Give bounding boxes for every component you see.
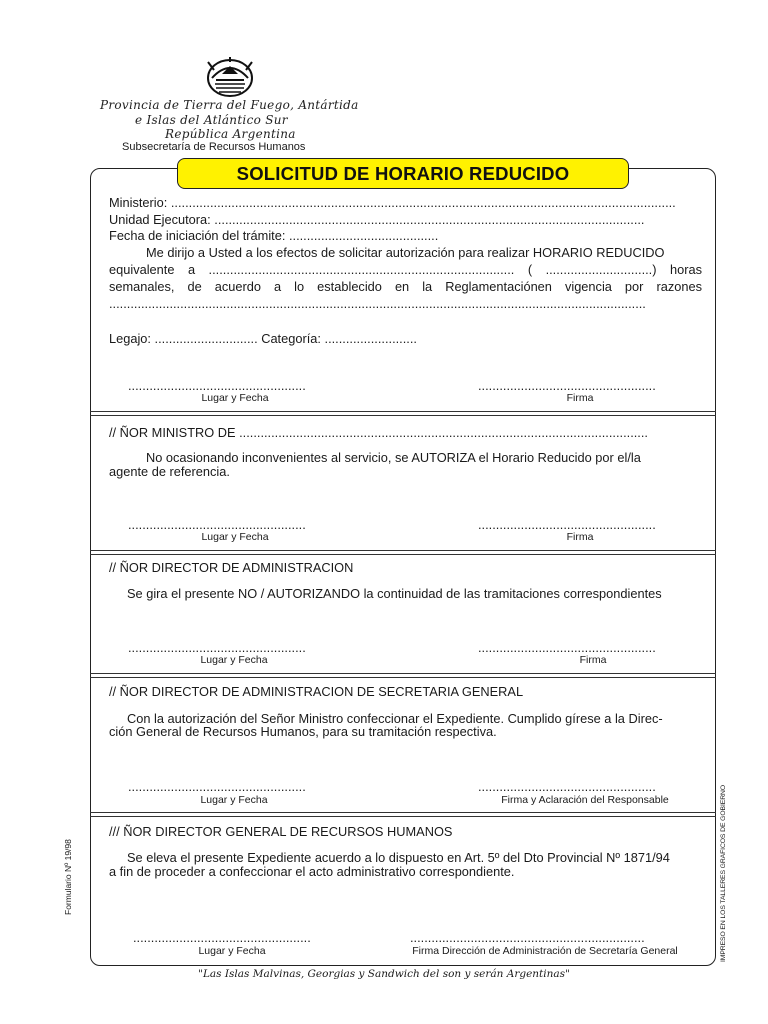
unidad-ejecutora-field[interactable]: Unidad Ejecutora: ......................................................................................................................... [109, 212, 645, 227]
title-banner [177, 158, 629, 189]
firma-label: Firma [566, 392, 594, 404]
section4-body-line2: ción General de Recursos Humanos, para su tramitación respectiva. [109, 724, 497, 739]
section4-heading: // ÑOR DIRECTOR DE ADMINISTRACION DE SECRETARIA GENERAL [109, 684, 524, 699]
section1-body-line1: Me dirijo a Usted a los efectos de solicitar autorización para realizar HORARIO REDUCIDO [146, 245, 665, 260]
firma-aclaracion-label: Firma y Aclaración del Responsable [501, 794, 669, 806]
lugar-fecha-line[interactable]: .................................................. [128, 517, 306, 532]
lugar-fecha-line[interactable]: .................................................. [128, 378, 306, 393]
firma-label: Firma [579, 654, 607, 666]
lugar-fecha-line[interactable]: .................................................. [128, 779, 306, 794]
section5-body-line1: Se eleva el presente Expediente acuerdo a lo dispuesto en Art. 5º del Dto Provincial Nº 1871/94 [127, 850, 670, 865]
fecha-inicio-field[interactable]: Fecha de iniciación del trámite: .......................................... [109, 228, 439, 243]
firma-line[interactable]: .................................................. [478, 378, 656, 393]
firma-aclaracion-line[interactable]: .................................................. [478, 779, 656, 794]
header-subsecretaria: Subsecretaría de Recursos Humanos [122, 141, 306, 153]
ministerio-field[interactable]: Ministerio: .............................................................................................................................................. [109, 195, 676, 210]
section5-body-line2: a fin de proceder a confeccionar el acto administrativo correspondiente. [109, 864, 515, 879]
section1-body-line3: semanales, de acuerdo a lo establecido en la Reglamentaciónen vigencia por razones [109, 279, 702, 294]
lugar-fecha-line[interactable]: .................................................. [128, 640, 306, 655]
section-divider [90, 812, 716, 817]
section-divider [90, 550, 716, 555]
legajo-categoria-field[interactable]: Legajo: ............................. Categoría: .......................... [109, 331, 417, 346]
firma-line[interactable]: .................................................. [478, 517, 656, 532]
form-title: SOLICITUD DE HORARIO REDUCIDO [236, 162, 570, 184]
header-province-line2: e Islas del Atlántico Sur [135, 113, 288, 127]
section2-heading[interactable]: // ÑOR MINISTRO DE ................................................................................................................... [109, 425, 648, 440]
firma-label: Firma [566, 531, 594, 543]
section-divider [90, 673, 716, 678]
section-divider [90, 411, 716, 416]
section4-body-line1: Con la autorización del Señor Ministro confeccionar el Expediente. Cumplido gírese a la Direc- [127, 711, 663, 726]
firma-line[interactable]: .................................................. [478, 640, 656, 655]
lugar-fecha-line[interactable]: .................................................. [133, 930, 311, 945]
printer-imprint: IMPRESO EN LOS TALLERES GRAFICOS DE GOBIERNO [720, 784, 727, 962]
footer-motto: "Las Islas Malvinas, Georgias y Sandwich del son y serán Argentinas" [198, 968, 570, 980]
lugar-fecha-label: Lugar y Fecha [200, 654, 268, 666]
provincial-seal-icon [200, 56, 260, 98]
lugar-fecha-label: Lugar y Fecha [201, 531, 269, 543]
lugar-fecha-label: Lugar y Fecha [198, 945, 266, 957]
header-province-line1: Provincia de Tierra del Fuego, Antártida [100, 98, 359, 112]
section3-heading: // ÑOR DIRECTOR DE ADMINISTRACION [109, 560, 354, 575]
razones-field[interactable]: ....................................................................................................................................................... [109, 296, 646, 311]
section2-body-line2: agente de referencia. [109, 464, 230, 479]
section5-heading: /// ÑOR DIRECTOR GENERAL DE RECURSOS HUMANOS [109, 824, 453, 839]
firma-direccion-label: Firma Dirección de Administración de Secretaría General [412, 945, 678, 957]
header-country: República Argentina [165, 127, 296, 141]
lugar-fecha-label: Lugar y Fecha [200, 794, 268, 806]
form-number: Formulario Nº 19/98 [63, 839, 73, 915]
lugar-fecha-label: Lugar y Fecha [201, 392, 269, 404]
section3-body-line1: Se gira el presente NO / AUTORIZANDO la continuidad de las tramitaciones correspondientes [127, 586, 662, 601]
firma-direccion-line[interactable]: .................................................................. [410, 930, 645, 945]
section2-body-line1: No ocasionando inconvenientes al servicio, se AUTORIZA el Horario Reducido por el/la [146, 450, 641, 465]
section1-body-line2[interactable]: equivalente a ...................................................................................... ( ..............................) horas [109, 262, 702, 277]
